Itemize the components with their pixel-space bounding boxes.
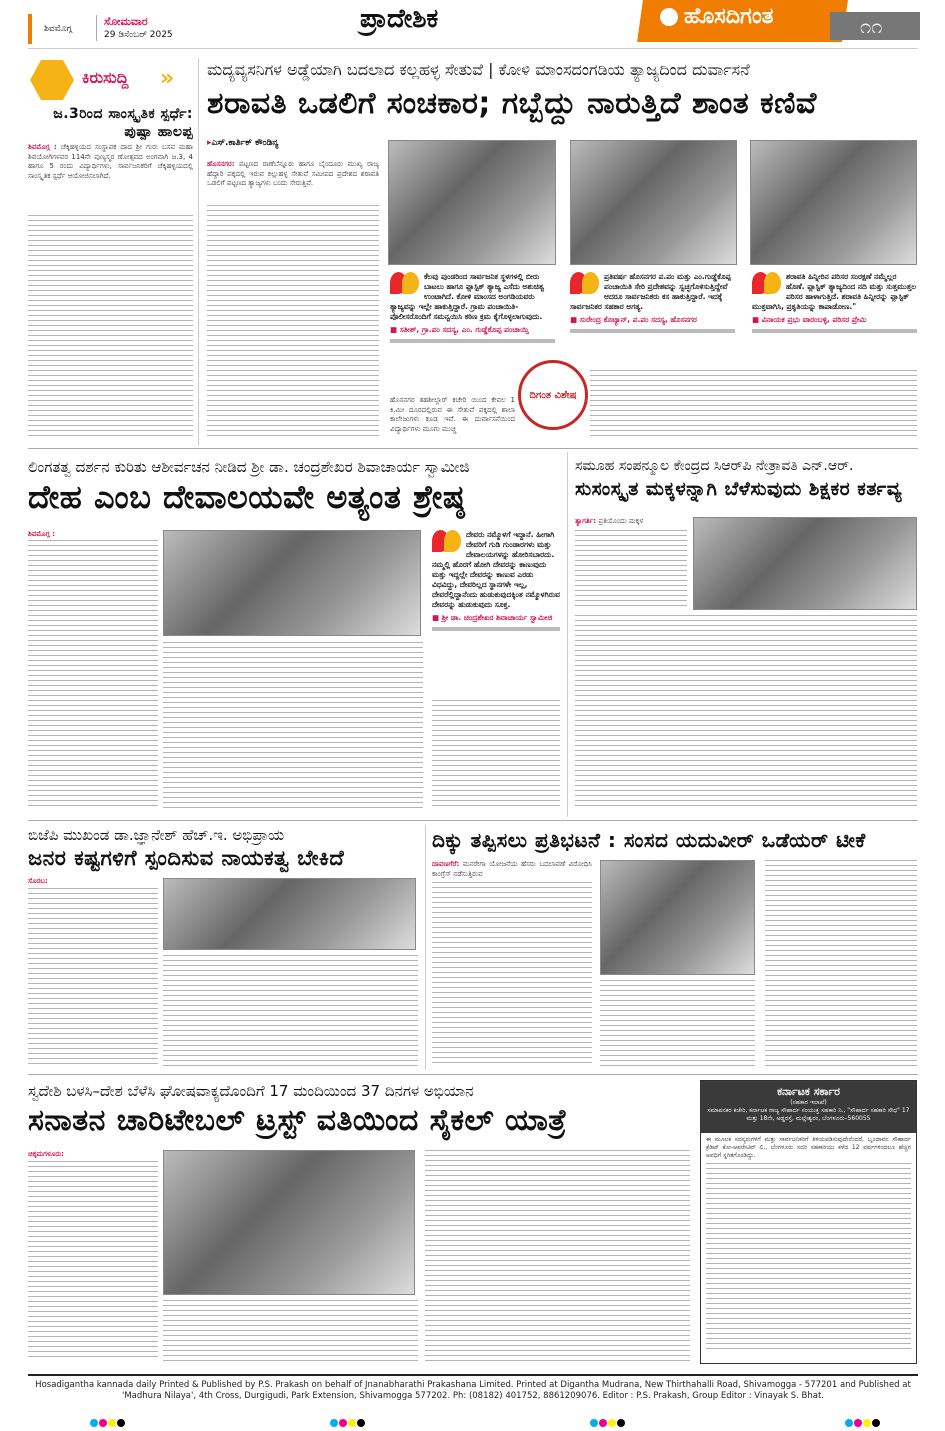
quote-text: ಕೆಲವು ಪುಂಡರಿಂದ ಸಾರ್ವಜನಿಕ ಸ್ಥಳಗಳಲ್ಲಿ ಬೀರು ಬಾಟಲು ಹಾಗೂ ಪ್ಲಾಸ್ಟಿಕ್ ತ್ಯಾಜ್ಯ ಎಸೆದು ಅಶುಚಿತ್ವ ಉಂಟಾಗಿದೆ. ಕೋಳಿ ಮಾಂಸದ ಅಂಗಡಿಯವರು ತ್ಯಾಜ್ಯವನ್ನು ಇಲ್ಲೇ ಹಾಕುತ್ತಿದ್ದಾರೆ. ಗ್ರಾಮ ಪಂಚಾಯಿತಿ- ಪೊಲೀಸರೊಂದಿಗೆ ಸಮನ್ವಯಿಸಿ ಕಠಿಣ ಕ್ರಮ ಕೈಗೊಳ್ಳಲಾಗುವುದು. — [390, 272, 545, 321]
story6-kicker: ಸ್ವದೇಶಿ ಬಳಸಿ–ದೇಶ ಬೆಳೆಸಿ ಘೋಷವಾಕ್ಯದೊಂದಿಗೆ 17 ಮಂದಿಯಿಂದ 37 ದಿನಗಳ ಅಭಿಯಾನ — [28, 1082, 474, 1100]
issue-date: 29 ಡಿಸೆಂಬರ್ 2025 — [104, 30, 173, 40]
dateline: ಶಿವಮೊಗ್ಗ : — [28, 143, 57, 151]
photo-river-waste-2 — [570, 140, 737, 265]
quote-attribution: ■ ಸತೀಶ್, ಗ್ರಾ.ಪಂ ಸದಸ್ಯ, ಎಂ. ಗುಡ್ಡೆಕೊಪ್ಪ ಪಂಚಾಯ್ತಿ — [390, 325, 555, 335]
story2-body-text-3 — [432, 700, 560, 810]
photo-teachers-event — [693, 517, 917, 610]
quote-icon — [570, 272, 600, 298]
story3-body-text — [575, 530, 687, 610]
story6-headline: ಸನಾತನ ಚಾರಿಟೇಬಲ್ ಟ್ರಸ್ಟ್ ವತಿಯಿಂದ ಸೈಕಲ್ ಯಾತ್ರೆ — [28, 1103, 568, 1138]
footer-rule — [28, 1374, 918, 1376]
quote-icon — [752, 272, 782, 298]
photo-bjp-event — [163, 878, 416, 950]
header-rule — [28, 48, 918, 49]
story3-headline: ಸುಸಂಸ್ಕೃತ ಮಕ್ಕಳನ್ನಾಗಿ ಬೆಳೆಸುವುದು ಶಿಕ್ಷಕರ ಕರ್ತವ್ಯ — [575, 478, 903, 500]
registration-marks — [845, 1412, 881, 1431]
quote-divider — [432, 627, 560, 631]
dateline: ಹೊಸನಗರ: — [207, 160, 235, 168]
story6-dateline — [28, 1150, 158, 1160]
column-rule — [198, 58, 199, 446]
story4-body-text-2 — [163, 955, 418, 1067]
masthead-title: ಹೊಸದಿಗಂತ — [684, 4, 774, 29]
dateline: ದಾವಣಗೆರೆ: — [432, 860, 460, 868]
quote-attribution: ■ ಸುರೇಂದ್ರ ಕೊಟ್ಯಾನ್, ಪ.ಪಂ ಸದಸ್ಯ, ಹೊಸನಗರ — [570, 315, 735, 325]
column-rule — [567, 452, 568, 817]
quote-divider — [752, 329, 917, 333]
quote-box-3 — [752, 272, 917, 333]
registration-marks — [90, 1412, 126, 1431]
notice-subtitle: (ಸಹಕಾರ ಇಲಾಖೆ) — [790, 1099, 827, 1106]
byline: ▸ಎಸ್.ಕಾರ್ತಿಕ್ ಕೌಂಡಿನ್ಯ — [207, 138, 279, 148]
masthead-logo-icon — [660, 8, 678, 26]
quote-box-2 — [570, 272, 735, 333]
lead-text: ಪ್ರತಿಯೊಂದು ಮಕ್ಕಳ — [598, 517, 644, 525]
column-rule — [425, 825, 426, 1070]
brief-lead-text: ಚೆಕ್ಕಿಹಳ್ಳಿಯದ ಸಂಸ್ಥಾಪಕ ದಾದ ಶ್ರೀ ಗುರು ಬಸವ ಮಹಾ ಶಿವಯೋಗಿಗಳವರ 114ನೇ ಪುಣ್ಯಸ್ಮರ ಣೋತ್ಸವದ ಅಂಗವಾಗಿ ಜ.3, 4 ಹಾಗೂ 5 ರಂದು ವಿದ್ಯಾರ್ಥಿಗಳು, ಸಾರ್ವಜನಿಕರಿಗೆ ಚೆಕ್ಕಿಹಳ್ಳಿಯದಲ್ಲಿ ಸಾಂಸ್ಕೃತಿಕ ಸ್ಪರ್ಧೆ ಆಯೋಜಿಸಲಾಗಿದೆ. — [28, 143, 193, 180]
story2-body-text-2 — [163, 642, 423, 810]
brief-lead — [28, 143, 193, 181]
government-notice — [700, 1080, 917, 1364]
header-accent-bar — [28, 14, 32, 44]
story4-kicker: ಬಿಜೆಪಿ ಮುಖಂಡ ಡಾ.ಜ್ಞಾನೇಶ್ ಹೆಚ್.ಇ. ಅಭಿಪ್ರಾಯ — [28, 826, 285, 844]
story4-dateline — [28, 877, 158, 887]
story2-headline: ದೇಹ ಎಂಬ ದೇವಾಲಯವೇ ಅತ್ಯಂತ ಶ್ರೇಷ್ಠ — [28, 478, 466, 516]
notice-title: ಕರ್ನಾಟಕ ಸರ್ಕಾರ — [777, 1085, 840, 1098]
story5-intro — [432, 860, 592, 879]
brief-body-text — [28, 215, 193, 440]
dateline: ಸೊರಬ: — [28, 877, 48, 885]
chevrons-icon: » — [160, 66, 175, 91]
quote-text: ಪ್ರತಿವರ್ಷ ಹೊಸನಗರ ಪ.ಪಂ ಮತ್ತು ಎಂ.ಗುಡ್ಡೆಕೊಪ್ಪ ಪಂಚಾಯಿತಿ ಸೇರಿ ಪ್ರದೇಶವನ್ನು ಸ್ವಚ್ಛಗೊಳಿಸುತ್ತಿದ್ದೇವೆ ಆದರೂ ಸಾರ್ವಜನಿಕರು ಕಸ ಹಾಕುತ್ತಿದ್ದಾರೆ. ಇದಕ್ಕೆ ಸಾರ್ವಜನಿಕರ ಸಹಕಾರ ಅಗತ್ಯ. — [570, 272, 731, 311]
dateline: ಚಿಕ್ಕಮಗಳೂರು: — [28, 1150, 64, 1158]
story6-body-text — [28, 1161, 158, 1361]
quote-icon — [390, 272, 420, 298]
story5-body-text-2 — [600, 980, 755, 1067]
quote-attribution: ■ ವಿನಾಯಕ ಪ್ರಭು ವಾರಂಬಳ್ಳಿ, ಪರಿಸರ ಪ್ರೇಮಿ — [752, 315, 917, 325]
section-rule — [28, 1074, 918, 1075]
quote-text: ದೇವರು ನಮ್ಮೊಳಗೆ ಇದ್ದಾನೆ. ಹೀಗಾಗಿ ದೇವರಿಗೆ ಗುಡಿ ಗುಂಡಾರಗಳು ಮತ್ತು ದೇವಾಲಯಗಳನ್ನು ಹೋರಿಸಬಾರದು. ನಮ್ಮಲ್ಲಿ ಹೊರಗೆ ಹೋಗಿ ದೇವರನ್ನು ಕಾಣುವುದು ಮತ್ತು ಇದ್ದಲ್ಲೇ ದೇವರನ್ನು ಕಾಣುವ ಎರಡು ವಿಧವಿದ್ದು, ದೇವರಿಲ್ಲದ ಸ್ಥಾನಗಳೇ ಇಲ್ಲ, ದೇವರೆಲ್ಲಿದ್ದಾನೆಂದು ಹುಡುಕುವುದಕ್ಕಿಂತ ನಮ್ಮೊಳಗಿರುವ ದೇವರನ್ನು ಹುಡುಕುವುದು ಸೂಕ್ತ. — [432, 530, 560, 609]
photo-mp-yaduveer — [600, 860, 755, 975]
story2-dateline — [28, 530, 158, 540]
story6-body-text-3 — [425, 1150, 690, 1362]
hand-icon — [30, 60, 74, 100]
section-title: ಪ್ರಾದೇಶಿಕ — [360, 4, 439, 34]
kirusuddi-logo — [30, 60, 190, 100]
quote-attribution: ■ ಶ್ರೀ ಡಾ. ಚಂದ್ರಶೇಖರ ಶಿವಾಚಾರ್ಯ ಸ್ವಾಮೀಜಿ — [432, 613, 560, 623]
lead-intro — [207, 160, 379, 189]
quote-box-1 — [390, 272, 555, 343]
photo-river-waste-1 — [388, 140, 556, 265]
footer-imprint: Hosadigantha kannada daily Printed & Published by P.S. Prakash on behalf of Jnanabharathi Prakashana Limited. Printed at Digantha Mudrana, New Thirthahalli Road, Shivamogga - 577201 and Published at 'Madhura Nilaya', 4th Cross, Durgigudi, Park Extension, Shivamogga 577202. Ph: (08182) 401752, 8861209076. Editor : P.S. Prakash, Group Editor : Vinayak S. Bhat. — [35, 1380, 911, 1401]
notice-body-text — [706, 1163, 911, 1353]
logo-text: ಕಿರುಸುದ್ದಿ — [82, 68, 129, 87]
registration-marks — [330, 1412, 366, 1431]
quote-divider — [570, 329, 735, 333]
quote-divider — [390, 339, 555, 343]
photo-cycle-yatra — [163, 1150, 415, 1295]
lead-headline: ಶರಾವತಿ ಒಡಲಿಗೆ ಸಂಚಕಾರ; ಗಬ್ಬೆದ್ದು ನಾರುತ್ತಿದೆ ಶಾಂತ ಕಣಿವೆ — [207, 86, 817, 121]
story5-body-text — [432, 882, 592, 1067]
story3-kicker: ಸಮೂಹ ಸಂಪನ್ಮೂಲ ಕೇಂದ್ರದ ಸಿಆರ್‌ಪಿ ನೇತ್ರಾವತಿ ಎನ್.ಆರ್. — [575, 458, 854, 474]
lead-body-text-2 — [590, 370, 917, 440]
dateline: ಶಿವಮೊಗ್ಗ : — [28, 530, 55, 538]
story2-quote-box — [432, 530, 560, 631]
dateline: ತ್ಯಾಗರ್ತಿ: — [575, 517, 597, 525]
lead-text: ಮನರೇಗಾ ಯೋಜನೆಯ ಹೆಸರು ಬದಲಾವಣೆ ವಿರೋಧಿಸಿ ಕಾಂಗ್ರೆಸ್ ನಡೆಸುತ್ತಿರುವ — [432, 860, 592, 878]
photo-river-waste-3 — [750, 140, 917, 265]
header-divider — [96, 15, 97, 41]
story6-body-text-2 — [163, 1300, 418, 1362]
story3-body-text-2 — [575, 615, 917, 810]
story3-intro — [575, 517, 687, 527]
registration-marks — [590, 1412, 626, 1431]
story5-headline: ದಿಕ್ಕು ತಪ್ಪಿಸಲು ಪ್ರತಿಭಟನೆ : ಸಂಸದ ಯದುವೀರ್ ಒಡೆಯರ್ ಟೀಕೆ — [432, 828, 866, 852]
page-number: ೧೧ — [860, 14, 883, 38]
weekday: ಸೋಮವಾರ — [104, 15, 148, 28]
quote-icon — [432, 530, 462, 556]
digantha-vishesha-badge: ದಿಗಂತ ವಿಶೇಷ — [518, 360, 588, 430]
notice-body: ಈ ಮೂಲಕ ಸದಸ್ಯರುಗಳಿಗೆ ಮತ್ತು ಸಾರ್ವಜನಿಕರಿಗೆ ತಿಳಿಯಪಡಿಸುವುದೇನೆಂದರೆ, ಬೃಂದಾವನ ಸೌಹಾರ್ದ ಕ್ರೆಡಿಟ್ ಕೋ-ಆಪರೇಟಿವ್ ಲಿ., ಬೆಂಗಳೂರು ಸದರಿ ಸಹಕಾರಿಯು ಕಳೆದ 12 ವರ್ಷಗಳಿಂದಲೂ ಹೆಚ್ಚಿನ ಅವಧಿಗೆ ಸ್ಥಗಿತಗೊಂಡಿದ್ದು. — [706, 1136, 911, 1159]
photo-swamiji-event — [163, 530, 421, 636]
lead-kicker: ಮದ್ಯವ್ಯಸನಿಗಳ ಅಡ್ಡೆಯಾಗಿ ಬದಲಾದ ಕಲ್ಲಹಳ್ಳ ಸೇತುವೆ | ಕೋಳಿ ಮಾಂಸದಂಗಡಿಯ ತ್ಯಾಜ್ಯದಿಂದ ದುರ್ವಾಸನೆ — [207, 60, 750, 79]
lead-body-text — [207, 205, 379, 440]
lead-text: ಪಟ್ಟಣದ ರಾಣೆಬೆನ್ನೂರು ಹಾಗೂ ಬೈಂದೂರು ಮುಖ್ಯ ರಾಜ್ಯ ಹೆದ್ದಾರಿ ಪಕ್ಕದಲ್ಲಿ ಇರುವ ಕಲ್ಲುಹಳ್ಳ ಸೇತುವೆ ಸಮೀಪದ ಪ್ರದೇಶದ ಶರಾವತಿ ಒಡಲಿಗೆ ಪಟ್ಟಣದ ತ್ಯಾಜ್ಯಗಳು ಬಂದು ಸೇರುತ್ತಿವೆ. — [207, 160, 379, 187]
story4-body-text — [28, 888, 158, 1066]
section-rule — [28, 820, 918, 821]
section-rule — [28, 448, 918, 449]
quote-text: ಶರಾವತಿ ಹಿನ್ನೀರಿನ ಪರಿಸರ ಸಂರಕ್ಷಣೆ ನಮ್ಮೆಲ್ಲರ ಹೊಣೆ. ಪ್ಲಾಸ್ಟಿಕ್ ತ್ಯಾಜ್ಯದಿಂದ ನದಿ ಮತ್ತು ಸುತ್ತಮುತ್ತಲ ಪರಿಸರ ಹಾಳಾಗುತ್ತಿದೆ. ಶರಾವತಿ ಹಿನ್ನೀರನ್ನು ಪ್ಲಾಸ್ಟಿಕ್ ಮುಕ್ತವಾಗಿಸಿ, ಪ್ರಕೃತಿಯನ್ನು ಕಾಪಾಡೋಣ." — [752, 272, 917, 311]
notice-address: ಸಮಾಪನಕರ ಕಚೇರಿ, ಕರ್ನಾಟಕ ರಾಜ್ಯ ಸೌಹಾರ್ದ ಸಂಯುಕ್ತ ಸಹಕಾರಿ ನಿ., "ಸೌಹಾರ್ದ ಸಹಕಾರಿ ಸೌಧ" 17 ಮತ್ತು 18ನೇ, ಅಡ್ಡರಸ್ತೆ, ಮಲ್ಲೇಶ್ವರಂ, ಬೆಂಗಳೂರು–560055 — [707, 1107, 910, 1122]
edition-name: ಶಿವಮೊಗ್ಗ — [44, 24, 72, 34]
brief-headline: ಜ.3ರಿಂದ ಸಾಂಸ್ಕೃತಿಕ ಸ್ಪರ್ಧೆ: ಪುಷ್ಪಾ ಹಾಲಪ್ಪ — [53, 106, 193, 140]
story2-kicker: ಲಿಂಗತತ್ವ ದರ್ಶನ ಕುರಿತು ಆಶೀರ್ವಚನ ನೀಡಿದ ಶ್ರೀ ಡಾ. ಚಂದ್ರಶೇಖರ ಶಿವಾಚಾರ್ಯ ಸ್ವಾಮೀಜಿ — [28, 458, 470, 476]
lead-continued: ಹೊಸನಗರ ತಹಶೀಲ್ದಾರ್ ಕಚೇರಿ ಯಿಂದ ಕೇವಲ 1 ಕಿ.ಮೀ ದೂರದಲ್ಲಿರುವ ಈ ಸೇತುವೆ ಪಕ್ಕದಲ್ಲಿ ಶಾಲಾ ಕಾಲೇಜುಗಳು ಕೂಡ ಇವೆ. ಈ ದುರ್ವಾಸನೆಯಿಂದ ವಿದ್ಯಾರ್ಥಿಗಳು ಮೂಗು ಮುಚ್ಚಿ — [390, 396, 515, 433]
byline-name: ಎಸ್.ಕಾರ್ತಿಕ್ ಕೌಂಡಿನ್ಯ — [211, 138, 279, 148]
story4-headline: ಜನರ ಕಷ್ಟಗಳಿಗೆ ಸ್ಪಂದಿಸುವ ನಾಯಕತ್ವ ಬೇಕಿದೆ — [28, 846, 345, 870]
story2-body-text — [28, 540, 158, 810]
story5-body-text-3 — [765, 860, 917, 1067]
